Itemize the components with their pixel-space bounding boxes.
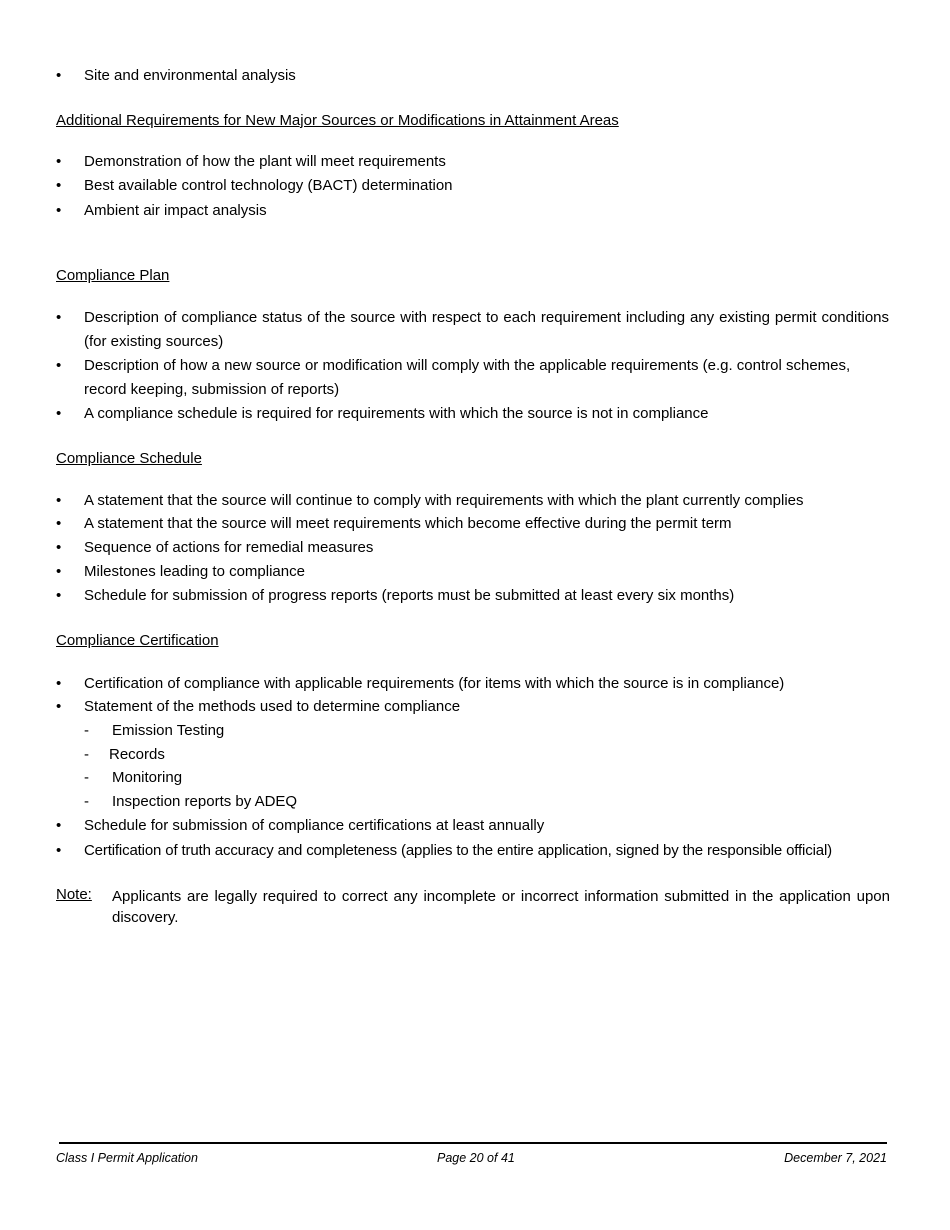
sub-list-item: Monitoring [112, 769, 183, 786]
section-heading-compliance-schedule: Compliance Schedule [56, 450, 202, 467]
bullet-glyph: • [56, 563, 62, 580]
list-item: Schedule for submission of progress reports (reports must be submitted at least every six months) [84, 587, 735, 604]
footer-page-number: Page 20 of 41 [437, 1151, 515, 1165]
bullet-glyph: • [56, 309, 62, 326]
bullet-glyph: • [56, 698, 62, 715]
bullet-glyph: • [56, 817, 62, 834]
section-heading-additional-requirements: Additional Requirements for New Major Sources or Modifications in Attainment Areas [56, 112, 619, 129]
list-item: A statement that the source will continue to comply with requirements with which the plant currently complies [84, 492, 804, 509]
list-item: Ambient air impact analysis [84, 202, 267, 219]
footer-date: December 7, 2021 [784, 1151, 887, 1165]
section-heading-compliance-certification: Compliance Certification [56, 632, 219, 649]
sub-list-item: Inspection reports by ADEQ [112, 793, 298, 810]
section-heading-compliance-plan: Compliance Plan [56, 267, 170, 284]
bullet-glyph: • [56, 202, 62, 219]
list-item: Certification of truth accuracy and completeness (applies to the entire application, signed by the responsible official) [84, 842, 832, 859]
bullet-glyph: • [56, 67, 62, 84]
bullet-glyph: • [56, 153, 62, 170]
dash-glyph: - [84, 722, 89, 739]
list-item: Sequence of actions for remedial measures [84, 539, 374, 556]
list-item: Statement of the methods used to determine compliance [84, 698, 461, 715]
bullet-glyph: • [56, 177, 62, 194]
list-item: A compliance schedule is required for requirements with which the source is not in compliance [84, 405, 709, 422]
bullet-glyph: • [56, 675, 62, 692]
note-label: Note: [56, 886, 92, 903]
list-item: Demonstration of how the plant will meet requirements [84, 153, 446, 170]
footer-rule [59, 1142, 887, 1144]
bullet-glyph: • [56, 405, 62, 422]
bullet-glyph: • [56, 357, 62, 374]
list-item: Description of how a new source or modification will comply with the applicable requirements (e.g. control schemes, record keeping, submission of reports) [84, 357, 851, 398]
list-item: Site and environmental analysis [84, 67, 296, 84]
dash-glyph: - [84, 793, 89, 810]
bullet-glyph: • [56, 842, 62, 859]
dash-glyph: - [84, 746, 89, 763]
list-item: A statement that the source will meet requirements which become effective during the permit term [84, 515, 732, 532]
bullet-glyph: • [56, 515, 62, 532]
list-item: Schedule for submission of compliance certifications at least annually [84, 817, 545, 834]
bullet-glyph: • [56, 492, 62, 509]
sub-list-item: Emission Testing [112, 722, 225, 739]
bullet-glyph: • [56, 539, 62, 556]
footer-document-title: Class I Permit Application [56, 1151, 198, 1165]
dash-glyph: - [84, 769, 89, 786]
list-item: Certification of compliance with applicable requirements (for items with which the source is in compliance) [84, 675, 785, 692]
note-text: Applicants are legally required to correct any incomplete or incorrect information submitted in the application upon discovery. [112, 888, 890, 926]
bullet-glyph: • [56, 587, 62, 604]
list-item: Best available control technology (BACT) determination [84, 177, 453, 194]
list-item: Milestones leading to compliance [84, 563, 305, 580]
sub-list-item: Records [109, 746, 165, 763]
list-item: Description of compliance status of the source with respect to each requirement including any existing permit conditions (for existing sources) [84, 309, 889, 350]
